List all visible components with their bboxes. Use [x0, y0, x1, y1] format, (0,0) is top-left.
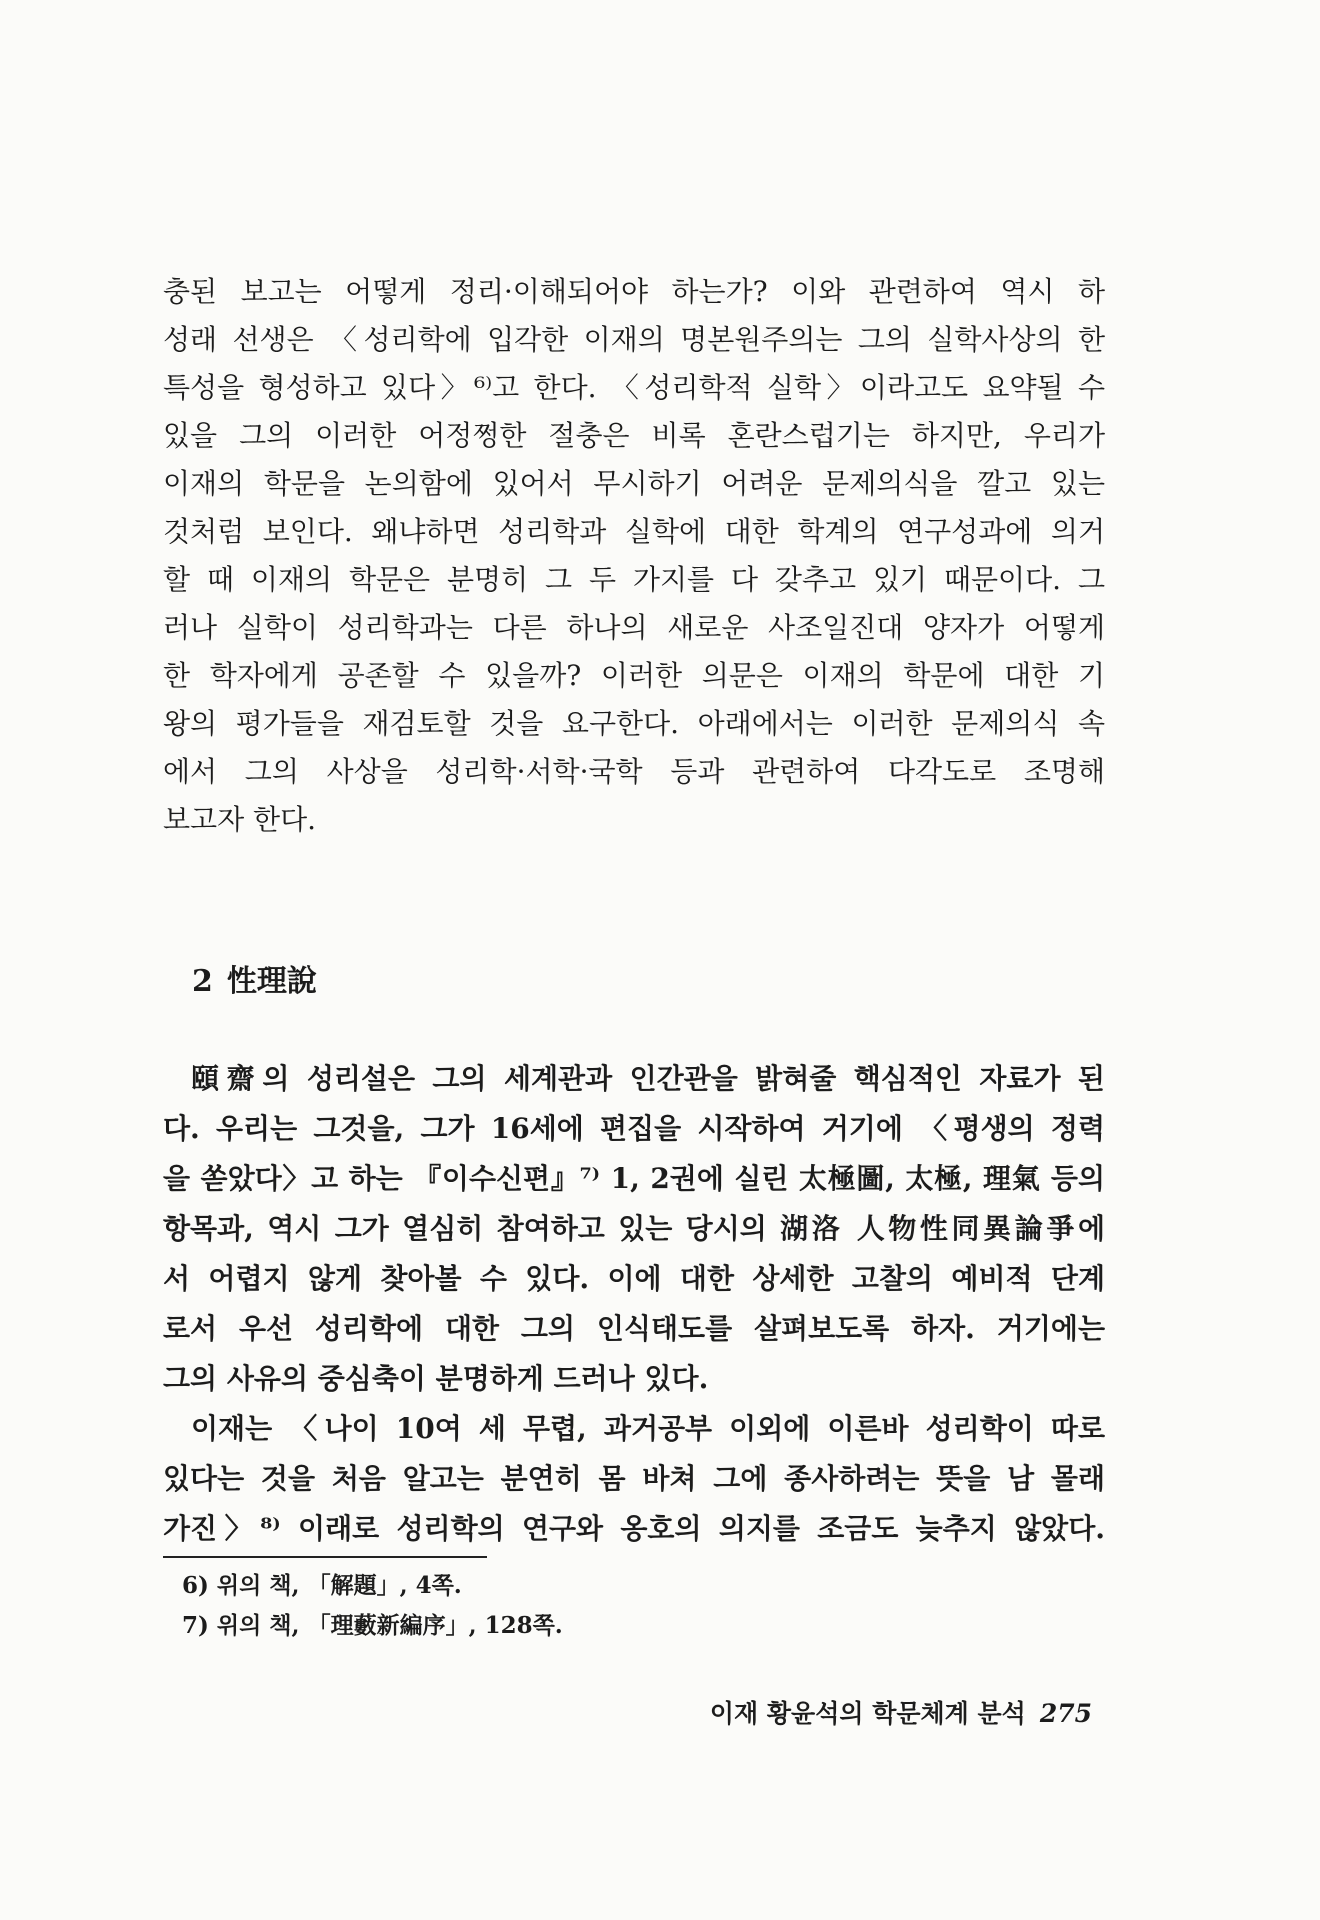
- text-line: 로서 우선 성리학에 대한 그의 인식태도를 살펴보도록 하자. 거기에는: [163, 1312, 1105, 1345]
- text-line: 할 때 이재의 학문은 분명히 그 두 가지를 다 갖추고 있기 때문이다. 그: [163, 563, 1105, 596]
- intro-paragraph: [163, 268, 1105, 844]
- text-line: 이재의 학문을 논의함에 있어서 무시하기 어려운 문제의식을 깔고 있는: [163, 467, 1105, 500]
- text-line: 이재는 〈나이 10여 세 무렵, 과거공부 이외에 이른바 성리학이 따로: [191, 1412, 1105, 1445]
- running-footer: [710, 1694, 1092, 1730]
- text-line: 서 어렵지 않게 찾아볼 수 있다. 이에 대한 상세한 고찰의 예비적 단계: [163, 1262, 1105, 1295]
- text-line: 있을 그의 이러한 어정쩡한 절충은 비록 혼란스럽기는 하지만, 우리가: [163, 419, 1105, 452]
- section-number: 2: [192, 964, 213, 999]
- text-line: 있다는 것을 처음 알고는 분연히 몸 바쳐 그에 종사하려는 뜻을 남 몰래: [163, 1462, 1105, 1495]
- text-line: 그의 사유의 중심축이 분명하게 드러나 있다.: [163, 1362, 709, 1395]
- text-line: 항목과, 역시 그가 열심히 참여하고 있는 당시의 湖洛 人物性同異論爭에: [163, 1212, 1105, 1245]
- text-line: 특성을 형성하고 있다〉⁶⁾고 한다. 〈성리학적 실학〉이라고도 요약될 수: [163, 371, 1105, 404]
- footnotes: [182, 1566, 882, 1646]
- section-title: 性理說: [226, 964, 317, 999]
- text-line: 충된 보고는 어떻게 정리·이해되어야 하는가? 이와 관련하여 역시 하: [163, 275, 1105, 308]
- running-title: 이재 황윤석의 학문체계 분석: [709, 1699, 1026, 1728]
- section-body: [163, 1054, 1105, 1554]
- text-line: 가진〉⁸⁾ 이래로 성리학의 연구와 옹호의 의지를 조금도 늦추지 않았다.: [163, 1512, 1105, 1545]
- text-line: 頤齋의 성리설은 그의 세계관과 인간관을 밝혀줄 핵심적인 자료가 된: [191, 1062, 1105, 1095]
- text-line: 을 쏟았다〉고 하는 『이수신편』⁷⁾ 1, 2권에 실린 太極圖, 太極, 理氣 등의: [163, 1162, 1105, 1195]
- text-line: 러나 실학이 성리학과는 다른 하나의 새로운 사조일진대 양자가 어떻게: [163, 611, 1105, 644]
- footnote: 7) 위의 책, 「理藪新編序」, 128쪽.: [182, 1612, 563, 1639]
- section-heading: [192, 960, 792, 1004]
- page-number: 275: [1039, 1699, 1092, 1728]
- footnote-divider: [163, 1556, 487, 1558]
- text-line: 다. 우리는 그것을, 그가 16세에 편집을 시작하여 거기에 〈평생의 정력: [163, 1112, 1105, 1145]
- text-line: 성래 선생은 〈성리학에 입각한 이재의 명본원주의는 그의 실학사상의 한: [163, 323, 1105, 356]
- text-line: 왕의 평가들을 재검토할 것을 요구한다. 아래에서는 이러한 문제의식 속: [163, 707, 1105, 740]
- text-line: 것처럼 보인다. 왜냐하면 성리학과 실학에 대한 학계의 연구성과에 의거: [163, 515, 1105, 548]
- text-line: 에서 그의 사상을 성리학·서학·국학 등과 관련하여 다각도로 조명해: [163, 755, 1105, 788]
- footnote: 6) 위의 책, 「解題」, 4쪽.: [182, 1572, 462, 1599]
- text-line: 한 학자에게 공존할 수 있을까? 이러한 의문은 이재의 학문에 대한 기: [163, 659, 1105, 692]
- text-line: 보고자 한다.: [163, 803, 317, 836]
